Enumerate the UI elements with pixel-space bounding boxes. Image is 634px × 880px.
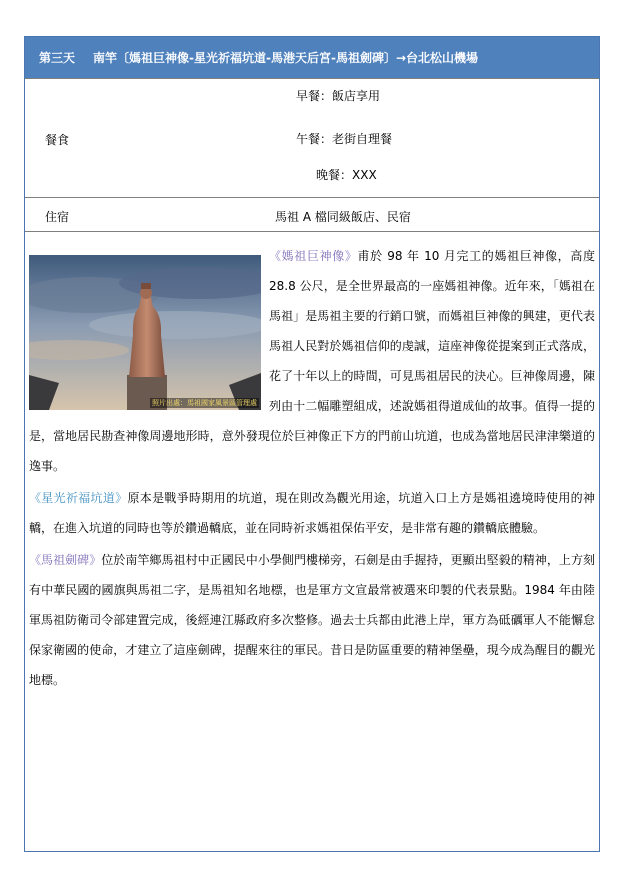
paragraph-starlight-tunnel [29,483,595,543]
accommodation-value: 馬祖 A 檔同級飯店、民宿 [275,210,411,224]
meals-row [25,78,599,197]
breakfast-text: 早餐：飯店享用 [296,89,381,103]
itinerary-table [24,36,600,852]
accommodation-row [25,197,599,232]
mazu-statue-image [29,255,261,410]
paragraph-mazu-sword [29,545,595,695]
accommodation-label: 住宿 [45,210,70,224]
route-title: 南竿〔媽祖巨神像-星光祈福坑道-馬港天后宮-馬祖劍碑〕→台北松山機場 [93,51,479,65]
photo-caption: 照片出處：馬祖國家風景區管理處 [152,399,257,407]
starlight-tunnel-body: 原本是戰爭時期用的坑道，現在則改為觀光用途，坑道入口上方是媽祖遶境時使用的神轎，在進入坑道的同時也等於鑽過轎底，並在同時祈求媽祖保佑平安，是非常有趣的鑽轎底體驗。 [29,491,595,535]
day-label: 第三天 [39,51,76,65]
mazu-statue-body: 甫於 98 年 10 月完工的媽祖巨神像，高度 28.8 公尺，是全世界最高的一座媽祖神像。近年來，「媽祖在馬祖」是馬祖主要的行銷口號，而媽祖巨神像的興建，更代表馬祖人民對於媽祖信仰的虔誠，這座神像從提案到正式落成，花了十年以上的時間，可見馬祖居民的決心。巨神像周邊，陳列由十二幅雕塑組成，述說媽祖得道成仙的故事。值得一提的是，當地居民勘查神像周邊地形時，意外發現位於巨神像正下方的門前山坑道，也成為當地居民津津樂道的逸事。 [29,249,595,473]
mazu-sword-title: 《馬祖劍碑》 [29,553,102,567]
mazu-sword-body: 位於南竿鄉馬祖村中正國民中小學側門樓梯旁，石劍是由手握持，更顯出堅毅的精神，上方刻有中華民國的國旗與馬祖二字，是馬祖知名地標，也是軍方文宣最常被選來印製的代表景點。1984 年由陸軍馬祖防衛司令部建置完成，後經連江縣政府多次整修。過去士兵都由此港上岸，軍方為砥礪軍人不能懈怠保家衛國的使命，才建立了這座劍碑，提醒來往的軍民。昔日是防區重要的精神堡壘，現今成為醒目的觀光地標。 [29,553,595,687]
mazu-statue-title: 《媽祖巨神像》 [269,249,358,263]
attraction-descriptions [29,241,595,695]
lunch-text: 午餐：老街自理餐 [296,132,393,146]
dinner-text: 晚餐：XXX [316,168,377,182]
mazu-statue-photo [29,255,261,410]
starlight-tunnel-title: 《星光祈福坑道》 [29,491,128,505]
meals-label: 餐食 [45,133,70,147]
day-header [25,37,599,78]
